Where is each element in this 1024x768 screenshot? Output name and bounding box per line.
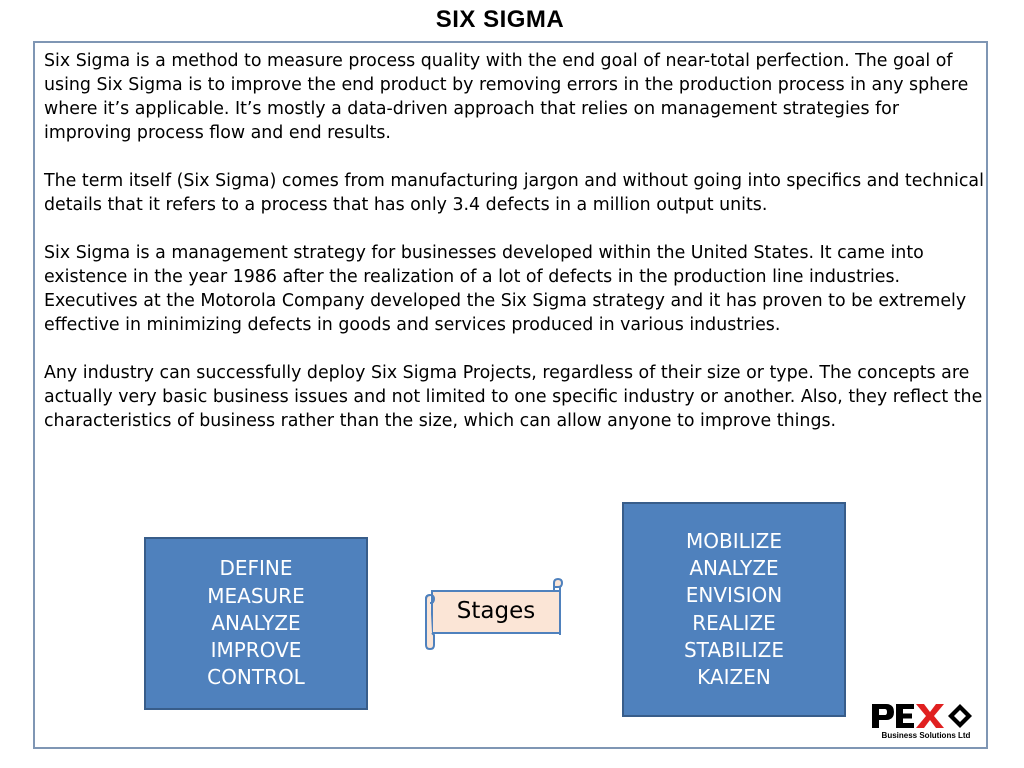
stages-scroll-banner xyxy=(424,577,568,651)
stage-item: MEASURE xyxy=(207,583,305,608)
body-text xyxy=(44,49,984,457)
stages-label: Stages xyxy=(456,598,536,624)
paragraph-term: The term itself (Six Sigma) comes from manufacturing jargon and without going into specifics and technical details that it refers to a process that has only 3.4 defects in a million output units. xyxy=(44,171,984,215)
pex-logo-icon xyxy=(868,700,984,732)
stage-item: ANALYZE xyxy=(211,610,301,635)
company-logo xyxy=(868,700,984,744)
stage-item: STABILIZE xyxy=(683,637,785,662)
paragraph-history: Six Sigma is a management strategy for businesses developed within the United States. It came into existence in the year 1986 after the realization of a lot of defects in the production line industries. Executives at the Motorola Company developed the Six Sigma strategy and it has proven to be extremely effective in minimizing defects in goods and services produced in various industries. xyxy=(44,243,967,335)
page-title: SIX SIGMA xyxy=(435,6,565,33)
stage-item: REALIZE xyxy=(692,610,776,635)
stage-item: CONTROL xyxy=(207,665,305,690)
paragraph-industry: Any industry can successfully deploy Six Sigma Projects, regardless of their size or type. The concepts are actually very basic business issues and not limited to one specific industry or another. Also, they reflect the characteristics of business rather than the size, which can allow anyone to improve things. xyxy=(44,363,983,431)
stage-item: ENVISION xyxy=(685,583,783,608)
stage-item: KAIZEN xyxy=(697,665,771,690)
stage-item: MOBILIZE xyxy=(686,528,782,553)
mapesk-stages-box xyxy=(622,502,846,717)
stage-item: ANALYZE xyxy=(689,555,779,580)
stage-item: IMPROVE xyxy=(210,638,302,663)
stage-item: DEFINE xyxy=(219,556,293,581)
logo-caption: Business Solutions Ltd xyxy=(881,731,971,740)
paragraph-intro: Six Sigma is a method to measure process quality with the end goal of near-total perfection. The goal of using Six Sigma is to improve the end product by removing errors in the production process in any sphere where it’s applicable. It’s mostly a data-driven approach that relies on management strategies for improving process flow and end results. xyxy=(44,51,969,143)
dmaic-stages-box xyxy=(144,537,368,710)
